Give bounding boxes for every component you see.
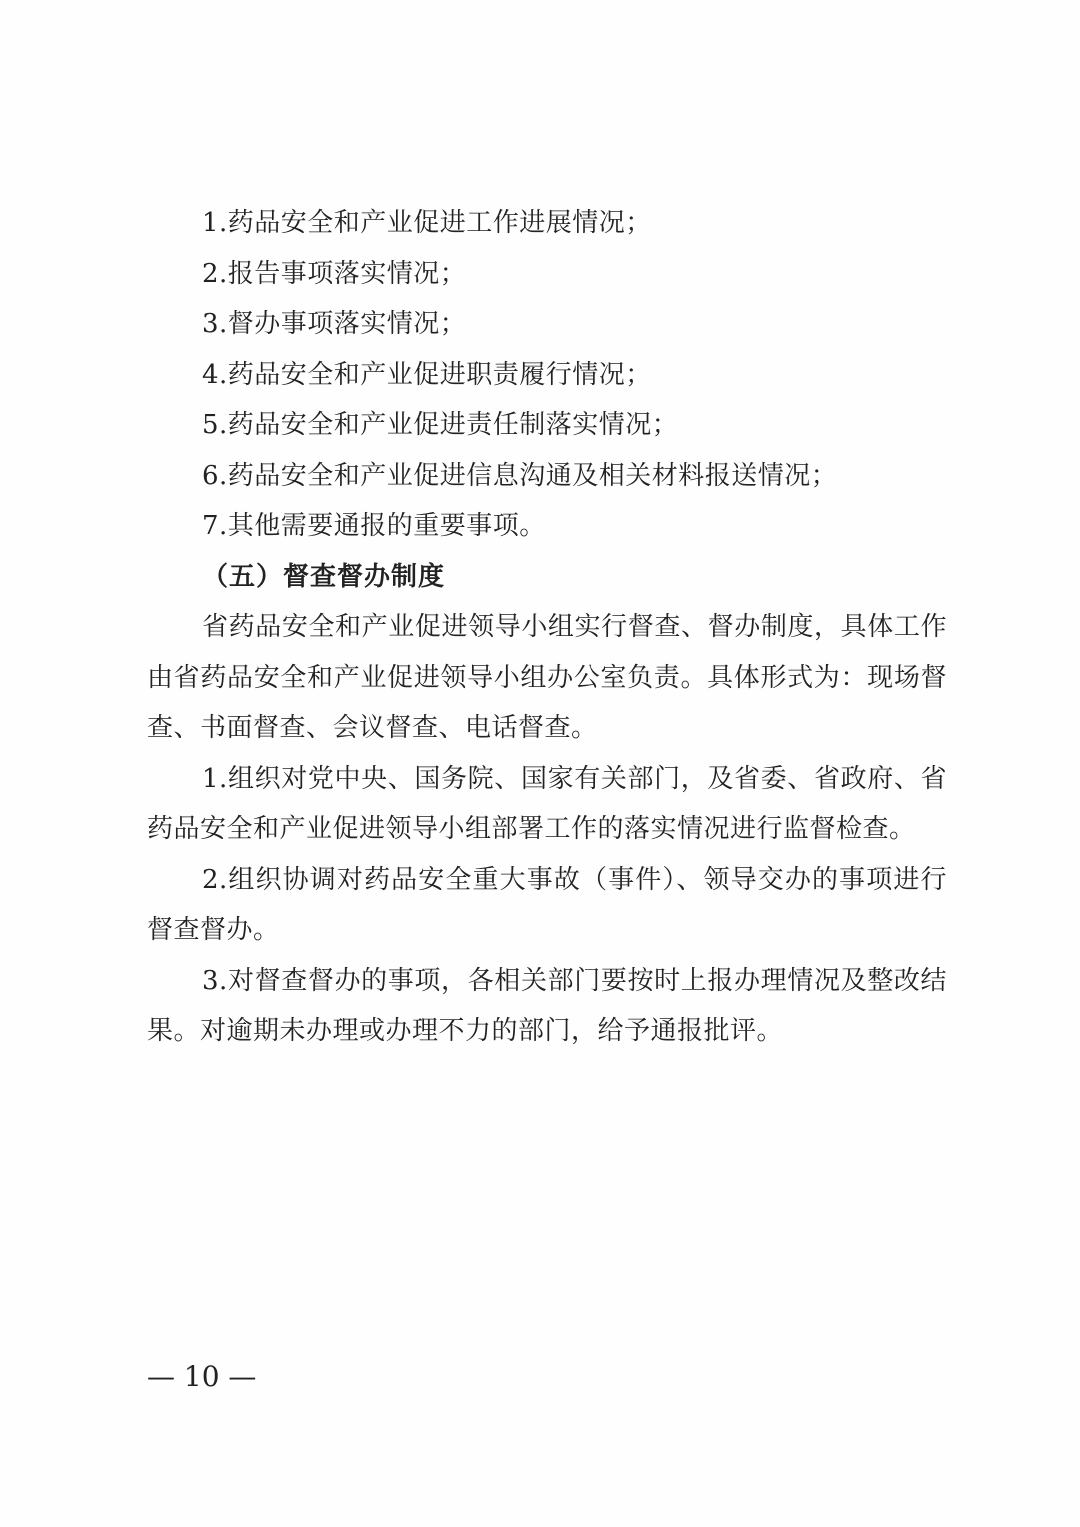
paragraph: 3.对督查督办的事项，各相关部门要按时上报办理情况及整改结果。对逾期未办理或办理不力的部门，给予通报批评。: [147, 965, 947, 1046]
page-body: [147, 198, 947, 1057]
list-item: 3.督办事项落实情况；: [202, 309, 467, 339]
page-number: — 10 —: [147, 1360, 257, 1393]
list-item: 5.药品安全和产业促进责任制落实情况；: [202, 410, 679, 440]
list-item: 6.药品安全和产业促进信息沟通及相关材料报送情况；: [202, 460, 838, 491]
section-heading: （五）督查督办制度: [202, 561, 446, 592]
paragraph: 2.组织协调对药品安全重大事故（事件）、领导交办的事项进行督查督办。: [147, 864, 947, 945]
paragraph: 1.组织对党中央、国务院、国家有关部门，及省委、省政府、省药品安全和产业促进领导小组部署工作的落实情况进行监督检查。: [147, 763, 947, 844]
list-item: 4.药品安全和产业促进职责履行情况；: [202, 359, 652, 390]
list-item: 7.其他需要通报的重要事项。: [202, 511, 546, 541]
list-item: 1.药品安全和产业促进工作进展情况；: [202, 208, 652, 238]
paragraph: 省药品安全和产业促进领导小组实行督查、督办制度，具体工作由省药品安全和产业促进领导小组办公室负责。具体形式为：现场督查、书面督查、会议督查、电话督查。: [147, 612, 947, 743]
list-item: 2.报告事项落实情况；: [202, 258, 467, 289]
